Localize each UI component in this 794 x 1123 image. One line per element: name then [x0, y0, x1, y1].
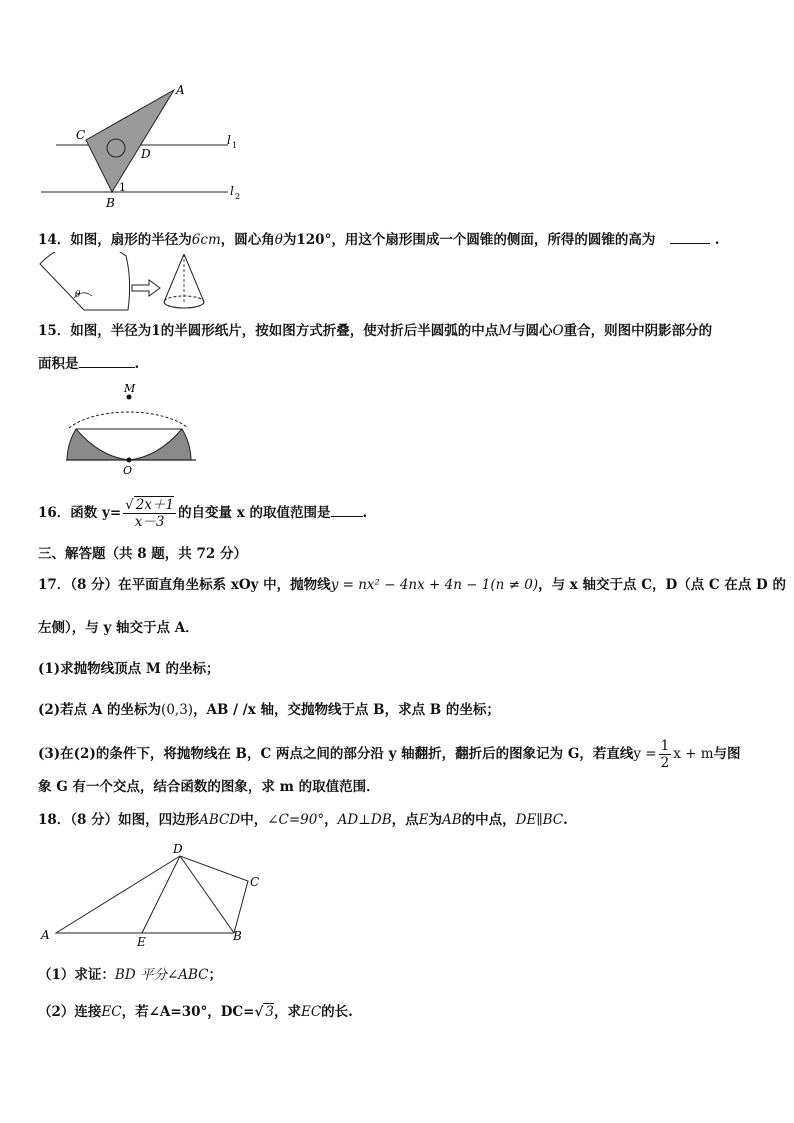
q18-E: E — [418, 812, 429, 828]
figure-q14 — [36, 252, 226, 318]
label-B: B — [233, 929, 242, 943]
q18-AB: AB — [441, 812, 462, 828]
q15-end: . — [134, 356, 140, 372]
q17-formula: y = nx² − 4nx + 4n − 1(n ≠ 0) — [330, 577, 539, 593]
label-l2: l — [230, 184, 234, 198]
q17-p3-denominator: 2 — [660, 755, 670, 771]
q15-O: O — [552, 323, 564, 339]
label-O: O — [123, 464, 133, 477]
question-18-part-2: （2）连接EC，若∠A=30°，DC=√ 3，求EC的长. — [38, 1004, 353, 1020]
q17-p3-fraction — [659, 738, 672, 771]
q16-end: . — [362, 505, 368, 521]
q18-text-5: 为 — [428, 812, 442, 828]
label-C: C — [76, 128, 86, 142]
figure-q15 — [60, 378, 206, 478]
q18-p2-EC: EC — [101, 1004, 122, 1020]
q14-end: . — [714, 232, 720, 248]
figure-q18 — [36, 842, 266, 952]
q17-p2-coord: (0,3) — [161, 702, 194, 718]
label-l1-sub: 1 — [232, 141, 238, 150]
q14-radius: 6cm — [191, 232, 221, 248]
q18-p2-EC-2: EC — [300, 1004, 322, 1020]
question-15-line-2 — [38, 353, 139, 373]
question-18 — [38, 811, 568, 829]
q15-radius: 1 — [151, 323, 161, 339]
point-O — [127, 458, 132, 463]
q17-text-1: 17．（8 分）在平面直角坐标系 xOy 中，抛物线 — [38, 577, 331, 593]
label-M: M — [124, 382, 136, 395]
sector-shape — [40, 252, 130, 310]
q15-number: 15． — [38, 323, 71, 339]
q17-text-3: D（点 C 在点 D 的 — [665, 577, 786, 593]
question-17-part-3-line-2: 象 G 有一个交点，结合函数的图象，求 m 的取值范围． — [38, 779, 380, 795]
q17-text-2: ，与 x 轴交于点 C， — [538, 577, 666, 593]
q17-p3-x: x + m — [673, 746, 714, 762]
question-14 — [38, 229, 719, 249]
q18-angle: ∠C=90° — [267, 812, 325, 828]
shaded-right — [129, 429, 191, 460]
q18-p2-sqrt: 3 — [265, 1004, 274, 1020]
q16-denominator: x－3 — [134, 514, 165, 530]
q16-numerator: 2x＋1 — [135, 497, 175, 513]
q18-text-6: 的中点， — [461, 812, 516, 828]
label-l2-sub: 2 — [235, 192, 241, 201]
sector-theta-label: θ — [75, 290, 81, 300]
q15-text-3: 与圆心 — [512, 323, 553, 339]
q18-text-3: ， — [324, 812, 338, 828]
question-17-part-1: (1)求抛物线顶点 M 的坐标； — [38, 661, 220, 677]
q15-text-1: 如图，半径为 — [70, 323, 152, 339]
label-A: A — [176, 83, 185, 97]
q17-p2-text-1: (2)若点 A 的坐标为 — [38, 702, 162, 718]
shaded-left — [67, 429, 129, 460]
quadrilateral-ABCD — [56, 856, 248, 933]
q18-p1-text-3: ； — [208, 967, 223, 983]
q18-p2-text-2: ，若∠A=30°，DC= — [121, 1004, 255, 1020]
label-C: C — [250, 875, 260, 889]
triangle-shaded — [86, 90, 174, 192]
question-18-part-1 — [38, 966, 222, 984]
q18-p1-text-1: （1）求证： — [38, 967, 115, 983]
cone-icon — [164, 254, 204, 308]
q18-p2-text-4: 的长. — [321, 1004, 353, 1020]
q18-text-2: 中， — [240, 812, 268, 828]
q16-number: 16．函数 y= — [38, 505, 122, 521]
q17-p3-text-1: (3)在(2)的条件下，将抛物线在 B，C 两点之间的部分沿 y 轴翻折，翻折后的图象记为 G，若直线 — [38, 746, 634, 762]
q17-p3-text-2: 与图 — [713, 746, 741, 762]
q17-p2-text-2: ，AB / /x 轴，交抛物线于点 B，求点 B 的坐标； — [193, 702, 500, 718]
q18-par: DE∥BC — [515, 812, 564, 828]
q18-text-4: ，点 — [391, 812, 419, 828]
label-angle-1: 1 — [119, 181, 126, 194]
label-D: D — [173, 842, 183, 856]
question-17-line-1 — [38, 576, 786, 594]
q14-text-3: 为120°，用这个扇形围成一个圆锥的侧面，所得的圆锥的高为 — [282, 232, 656, 248]
q15-answer-blank[interactable] — [79, 353, 135, 368]
section-3-title: 三、解答题（共 8 题，共 72 分） — [38, 546, 247, 562]
q16-text: 的自变量 x 的取值范围是 — [178, 505, 331, 521]
point-M — [127, 395, 132, 400]
question-15-line-1 — [38, 322, 712, 340]
q14-text-2: ，圆心角 — [220, 232, 275, 248]
q14-number: 14． — [38, 232, 71, 248]
figure-q13 — [36, 82, 256, 210]
q18-perp: AD⊥DB — [337, 812, 392, 828]
q16-answer-blank[interactable] — [331, 502, 363, 517]
q15-text-4: 重合，则图中阴影部分的 — [563, 323, 713, 339]
segment-DB — [180, 856, 234, 933]
q18-text-1: 18．（8 分）如图，四边形 — [38, 812, 200, 828]
q18-p2-text-3: ，求 — [273, 1004, 301, 1020]
q15-text-2: 的半圆形纸片，按如图方式折叠，使对折后半圆弧的中点 — [160, 323, 499, 339]
q14-theta: θ — [274, 232, 283, 248]
question-17-part-3 — [38, 736, 741, 772]
q18-end: . — [563, 812, 568, 828]
dashed-arc — [69, 412, 188, 428]
q15-M: M — [498, 323, 513, 339]
q16-fraction: $\frac{√ 2x+1}{x-3}$ — [125, 497, 175, 530]
q18-ABCD: ABCD — [199, 812, 241, 828]
label-E: E — [137, 935, 146, 949]
question-16 — [38, 493, 367, 533]
label-B: B — [106, 196, 115, 210]
q14-text-1: 如图，扇形的半径为 — [70, 232, 192, 248]
q18-p2-text-1: （2）连接 — [38, 1004, 102, 1020]
q17-p3-y: y = — [633, 746, 657, 762]
label-l1: l — [227, 133, 231, 147]
q18-p1-text-2: BD 平分∠ABC — [114, 967, 209, 983]
question-17-line-2: 左侧），与 y 轴交于点 A． — [38, 620, 199, 636]
label-D: D — [141, 147, 151, 161]
label-A: A — [41, 928, 50, 942]
q14-answer-blank[interactable] — [670, 229, 710, 244]
q17-p3-numerator: 1 — [660, 738, 670, 754]
arrow-icon — [132, 280, 160, 296]
q15-text-5: 面积是 — [38, 356, 79, 372]
question-17-part-2 — [38, 701, 500, 719]
